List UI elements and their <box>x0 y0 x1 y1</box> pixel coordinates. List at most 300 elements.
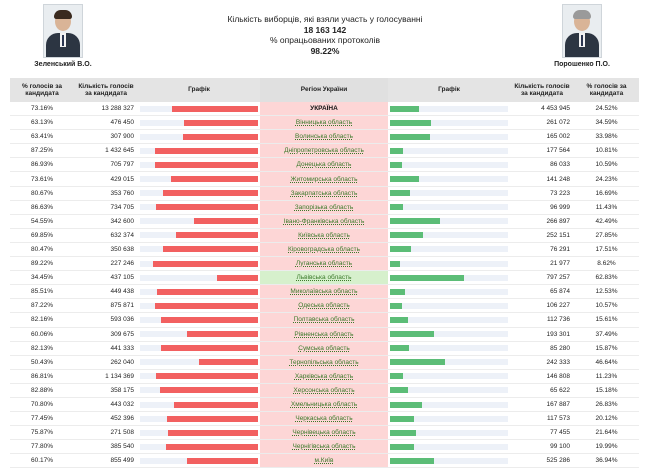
left-chart <box>138 257 260 271</box>
right-chart <box>388 214 510 228</box>
left-pct: 80.47% <box>10 242 74 256</box>
left-bar <box>199 359 259 365</box>
table-row <box>10 214 639 228</box>
left-bar <box>171 176 258 182</box>
right-bar <box>390 345 409 351</box>
right-votes: 117 573 <box>510 412 574 426</box>
region-link[interactable]: Рівненська область <box>294 330 354 338</box>
left-chart <box>138 285 260 299</box>
right-votes: 167 887 <box>510 397 574 411</box>
right-chart <box>388 327 510 341</box>
right-bar <box>390 373 403 379</box>
left-chart <box>138 440 260 454</box>
right-chart <box>388 200 510 214</box>
voters-label: Кількість виборців, які взяли участь у голосуванні <box>227 14 423 24</box>
left-chart <box>138 313 260 327</box>
region-cell <box>260 397 388 411</box>
table-row <box>10 412 639 426</box>
table-row <box>10 426 639 440</box>
table-row <box>10 383 639 397</box>
right-votes: 65 622 <box>510 383 574 397</box>
right-pct: 36.94% <box>574 454 639 468</box>
right-votes: 85 280 <box>510 341 574 355</box>
right-bar <box>390 444 414 450</box>
summary-header <box>150 14 500 56</box>
region-cell <box>260 116 388 130</box>
region-link[interactable]: Донецька область <box>296 161 352 169</box>
right-pct: 27.85% <box>574 228 639 242</box>
left-votes: 1 432 645 <box>74 144 138 158</box>
right-bar <box>390 261 400 267</box>
right-chart <box>388 412 510 426</box>
left-pct: 34.45% <box>10 271 74 285</box>
left-pct: 60.06% <box>10 327 74 341</box>
region-link[interactable]: Черкаська область <box>295 415 353 423</box>
left-votes: 353 760 <box>74 186 138 200</box>
region-link[interactable]: Хмельницька область <box>290 401 358 409</box>
right-votes: 525 286 <box>510 454 574 468</box>
right-votes: 146 808 <box>510 369 574 383</box>
col-right-votes: Кількість голосів за кандидата <box>510 78 574 102</box>
region-cell <box>260 426 388 440</box>
right-votes: 96 999 <box>510 200 574 214</box>
right-bar <box>390 218 440 224</box>
right-chart <box>388 369 510 383</box>
left-votes: 705 797 <box>74 158 138 172</box>
right-votes: 266 897 <box>510 214 574 228</box>
right-bar <box>390 402 422 408</box>
right-votes: 261 072 <box>510 116 574 130</box>
region-cell <box>260 144 388 158</box>
candidate-right-photo <box>562 4 602 58</box>
right-chart <box>388 186 510 200</box>
region-link: УКРАЇНА <box>310 105 338 113</box>
left-chart <box>138 214 260 228</box>
left-pct: 63.41% <box>10 130 74 144</box>
left-chart <box>138 355 260 369</box>
region-link[interactable]: Львівська область <box>296 274 352 282</box>
left-chart <box>138 454 260 468</box>
table-row <box>10 200 639 214</box>
left-bar <box>172 106 258 112</box>
left-votes: 632 374 <box>74 228 138 242</box>
left-bar <box>183 134 258 140</box>
right-votes: 106 227 <box>510 299 574 313</box>
left-votes: 443 032 <box>74 397 138 411</box>
left-pct: 87.25% <box>10 144 74 158</box>
right-chart <box>388 228 510 242</box>
right-pct: 33.98% <box>574 130 639 144</box>
right-bar <box>390 303 402 309</box>
right-pct: 24.52% <box>574 102 639 116</box>
right-bar <box>390 246 411 252</box>
right-chart <box>388 383 510 397</box>
left-pct: 63.13% <box>10 116 74 130</box>
left-votes: 350 638 <box>74 242 138 256</box>
table-row <box>10 172 639 186</box>
table-row <box>10 440 639 454</box>
left-votes: 342 600 <box>74 214 138 228</box>
right-chart <box>388 271 510 285</box>
left-bar <box>166 444 258 450</box>
left-pct: 73.16% <box>10 102 74 116</box>
right-pct: 15.61% <box>574 313 639 327</box>
right-bar <box>390 162 402 168</box>
right-bar <box>390 331 434 337</box>
right-bar <box>390 232 423 238</box>
right-votes: 4 453 945 <box>510 102 574 116</box>
region-cell <box>260 200 388 214</box>
right-bar <box>390 176 419 182</box>
table-row <box>10 116 639 130</box>
right-bar <box>390 458 434 464</box>
table-row <box>10 313 639 327</box>
region-link[interactable]: Тернопільська область <box>289 358 359 366</box>
region-cell <box>260 313 388 327</box>
left-bar <box>156 373 258 379</box>
right-pct: 46.64% <box>574 355 639 369</box>
left-bar <box>155 162 258 168</box>
region-link[interactable]: Вінницька область <box>295 119 353 127</box>
right-pct: 62.83% <box>574 271 639 285</box>
right-votes: 86 033 <box>510 158 574 172</box>
protocols-label: % опрацьованих протоколів <box>269 35 381 45</box>
region-cell <box>260 454 388 468</box>
left-chart <box>138 172 260 186</box>
right-pct: 17.51% <box>574 242 639 256</box>
left-bar <box>163 190 258 196</box>
left-chart <box>138 116 260 130</box>
left-chart <box>138 383 260 397</box>
left-bar <box>157 289 258 295</box>
right-pct: 15.87% <box>574 341 639 355</box>
left-bar <box>168 430 258 436</box>
left-bar <box>160 387 258 393</box>
right-chart <box>388 426 510 440</box>
right-chart <box>388 341 510 355</box>
right-pct: 11.23% <box>574 369 639 383</box>
left-bar <box>194 218 258 224</box>
left-votes: 307 900 <box>74 130 138 144</box>
left-bar <box>161 345 258 351</box>
left-pct: 77.45% <box>10 412 74 426</box>
left-chart <box>138 369 260 383</box>
left-votes: 262 040 <box>74 355 138 369</box>
right-bar <box>390 106 419 112</box>
protocols-value: 98.22% <box>310 45 340 56</box>
candidate-left-photo <box>43 4 83 58</box>
left-bar <box>155 148 258 154</box>
table-row <box>10 144 639 158</box>
left-votes: 309 675 <box>74 327 138 341</box>
table-row <box>10 454 639 468</box>
right-pct: 11.43% <box>574 200 639 214</box>
table-row <box>10 242 639 256</box>
region-link[interactable]: м.Київ <box>314 457 334 465</box>
region-link[interactable]: Харківська область <box>294 372 354 380</box>
col-right-chart: Графік <box>388 78 510 102</box>
right-votes: 65 874 <box>510 285 574 299</box>
table-row <box>10 397 639 411</box>
region-link[interactable]: Миколаївська область <box>290 288 358 296</box>
region-link[interactable]: Івано-Франківська область <box>283 217 365 225</box>
left-pct: 73.61% <box>10 172 74 186</box>
left-votes: 385 540 <box>74 440 138 454</box>
candidate-left <box>18 4 108 68</box>
left-bar <box>153 261 258 267</box>
left-bar <box>187 331 258 337</box>
region-link[interactable]: Луганська область <box>295 260 353 268</box>
left-votes: 227 246 <box>74 257 138 271</box>
region-cell <box>260 242 388 256</box>
right-chart <box>388 144 510 158</box>
right-votes: 77 455 <box>510 426 574 440</box>
left-bar <box>187 458 258 464</box>
right-pct: 42.49% <box>574 214 639 228</box>
right-bar <box>390 387 408 393</box>
left-bar <box>155 303 258 309</box>
right-votes: 797 257 <box>510 271 574 285</box>
left-chart <box>138 144 260 158</box>
right-chart <box>388 397 510 411</box>
left-votes: 271 508 <box>74 426 138 440</box>
region-link[interactable]: Чернігівська область <box>292 443 356 451</box>
region-cell <box>260 341 388 355</box>
table-row <box>10 102 639 116</box>
left-chart <box>138 158 260 172</box>
region-link[interactable]: Полтавська область <box>293 316 355 324</box>
left-bar <box>176 232 258 238</box>
table-row <box>10 257 639 271</box>
left-chart <box>138 102 260 116</box>
left-bar <box>184 120 258 126</box>
table-row <box>10 130 639 144</box>
right-votes: 141 248 <box>510 172 574 186</box>
right-pct: 24.23% <box>574 172 639 186</box>
table-header-row <box>10 78 639 102</box>
candidate-right-name: Порошенко П.О. <box>554 61 610 68</box>
right-votes: 112 736 <box>510 313 574 327</box>
right-chart <box>388 285 510 299</box>
right-chart <box>388 158 510 172</box>
region-cell <box>260 369 388 383</box>
right-chart <box>388 299 510 313</box>
region-link[interactable]: Київська область <box>298 231 350 239</box>
left-chart <box>138 242 260 256</box>
right-bar <box>390 430 416 436</box>
table-row <box>10 271 639 285</box>
right-pct: 15.18% <box>574 383 639 397</box>
left-votes: 437 105 <box>74 271 138 285</box>
left-votes: 441 333 <box>74 341 138 355</box>
right-bar <box>390 275 464 281</box>
col-left-pct: % голосів за кандидата <box>10 78 74 102</box>
col-region: Регіон України <box>260 78 388 102</box>
table-row <box>10 327 639 341</box>
right-pct: 19.99% <box>574 440 639 454</box>
left-pct: 86.81% <box>10 369 74 383</box>
left-votes: 593 036 <box>74 313 138 327</box>
region-cell <box>260 186 388 200</box>
right-bar <box>390 289 405 295</box>
col-right-pct: % голосів за кандидата <box>574 78 639 102</box>
right-pct: 10.81% <box>574 144 639 158</box>
left-bar <box>167 416 258 422</box>
region-cell <box>260 271 388 285</box>
right-pct: 16.69% <box>574 186 639 200</box>
left-chart <box>138 130 260 144</box>
right-pct: 34.59% <box>574 116 639 130</box>
region-link[interactable]: Дніпропетровська область <box>284 147 364 155</box>
left-pct: 89.22% <box>10 257 74 271</box>
left-pct: 82.88% <box>10 383 74 397</box>
right-pct: 26.83% <box>574 397 639 411</box>
region-cell <box>260 102 388 116</box>
left-pct: 86.93% <box>10 158 74 172</box>
right-votes: 252 151 <box>510 228 574 242</box>
results-table <box>10 78 639 468</box>
region-cell <box>260 299 388 313</box>
left-pct: 86.63% <box>10 200 74 214</box>
left-pct: 50.43% <box>10 355 74 369</box>
right-bar <box>390 148 403 154</box>
left-votes: 13 288 327 <box>74 102 138 116</box>
left-pct: 70.80% <box>10 397 74 411</box>
right-pct: 8.62% <box>574 257 639 271</box>
right-bar <box>390 120 431 126</box>
right-chart <box>388 454 510 468</box>
left-votes: 449 438 <box>74 285 138 299</box>
left-bar <box>163 246 258 252</box>
region-link[interactable]: Житомирська область <box>290 175 358 183</box>
left-votes: 855 499 <box>74 454 138 468</box>
candidate-right <box>537 4 627 68</box>
right-chart <box>388 242 510 256</box>
right-chart <box>388 172 510 186</box>
left-pct: 87.22% <box>10 299 74 313</box>
left-chart <box>138 327 260 341</box>
right-pct: 10.57% <box>574 299 639 313</box>
region-cell <box>260 228 388 242</box>
left-chart <box>138 341 260 355</box>
left-votes: 452 396 <box>74 412 138 426</box>
left-votes: 734 705 <box>74 200 138 214</box>
right-chart <box>388 102 510 116</box>
left-pct: 75.87% <box>10 426 74 440</box>
region-cell <box>260 172 388 186</box>
candidate-left-name: Зеленський В.О. <box>34 61 92 68</box>
table-row <box>10 355 639 369</box>
left-chart <box>138 426 260 440</box>
left-bar <box>174 402 258 408</box>
right-votes: 193 301 <box>510 327 574 341</box>
left-chart <box>138 200 260 214</box>
table-row <box>10 369 639 383</box>
table-row <box>10 285 639 299</box>
left-pct: 60.17% <box>10 454 74 468</box>
region-cell <box>260 257 388 271</box>
region-link[interactable]: Херсонська область <box>293 386 355 394</box>
right-pct: 37.49% <box>574 327 639 341</box>
region-cell <box>260 383 388 397</box>
left-votes: 1 134 369 <box>74 369 138 383</box>
left-pct: 77.80% <box>10 440 74 454</box>
left-votes: 429 015 <box>74 172 138 186</box>
left-pct: 69.85% <box>10 228 74 242</box>
region-cell <box>260 158 388 172</box>
right-pct: 10.59% <box>574 158 639 172</box>
region-link[interactable]: Чернівецька область <box>292 429 356 437</box>
region-cell <box>260 355 388 369</box>
left-chart <box>138 228 260 242</box>
left-votes: 875 871 <box>74 299 138 313</box>
right-votes: 73 223 <box>510 186 574 200</box>
right-bar <box>390 134 430 140</box>
left-pct: 82.16% <box>10 313 74 327</box>
left-pct: 54.55% <box>10 214 74 228</box>
region-link[interactable]: Одеська область <box>298 302 350 310</box>
right-chart <box>388 257 510 271</box>
region-link[interactable]: Сумська область <box>298 344 350 352</box>
right-votes: 99 100 <box>510 440 574 454</box>
left-votes: 358 175 <box>74 383 138 397</box>
right-votes: 21 977 <box>510 257 574 271</box>
table-row <box>10 186 639 200</box>
right-votes: 242 333 <box>510 355 574 369</box>
right-votes: 177 564 <box>510 144 574 158</box>
region-link[interactable]: Кіровоградська область <box>288 245 360 253</box>
left-chart <box>138 299 260 313</box>
region-cell <box>260 412 388 426</box>
left-chart <box>138 271 260 285</box>
region-cell <box>260 285 388 299</box>
left-chart <box>138 186 260 200</box>
col-left-votes: Кількість голосів за кандидата <box>74 78 138 102</box>
right-votes: 76 291 <box>510 242 574 256</box>
col-left-chart: Графік <box>138 78 260 102</box>
left-votes: 476 450 <box>74 116 138 130</box>
voters-count: 18 163 142 <box>303 24 347 35</box>
left-pct: 80.67% <box>10 186 74 200</box>
right-votes: 165 002 <box>510 130 574 144</box>
right-bar <box>390 317 408 323</box>
right-chart <box>388 440 510 454</box>
region-cell <box>260 440 388 454</box>
right-bar <box>390 416 414 422</box>
table-row <box>10 158 639 172</box>
region-cell <box>260 130 388 144</box>
table-row <box>10 228 639 242</box>
left-chart <box>138 397 260 411</box>
right-chart <box>388 313 510 327</box>
right-bar <box>390 190 410 196</box>
right-chart <box>388 116 510 130</box>
region-link[interactable]: Закарпатська область <box>290 189 358 197</box>
region-cell <box>260 327 388 341</box>
region-link[interactable]: Запорізька область <box>294 203 354 211</box>
left-bar <box>217 275 258 281</box>
region-cell <box>260 214 388 228</box>
table-row <box>10 299 639 313</box>
region-link[interactable]: Волинська область <box>295 133 353 141</box>
right-chart <box>388 130 510 144</box>
right-pct: 21.64% <box>574 426 639 440</box>
left-pct: 82.13% <box>10 341 74 355</box>
right-bar <box>390 359 445 365</box>
table-row <box>10 341 639 355</box>
right-pct: 20.12% <box>574 412 639 426</box>
left-chart <box>138 412 260 426</box>
